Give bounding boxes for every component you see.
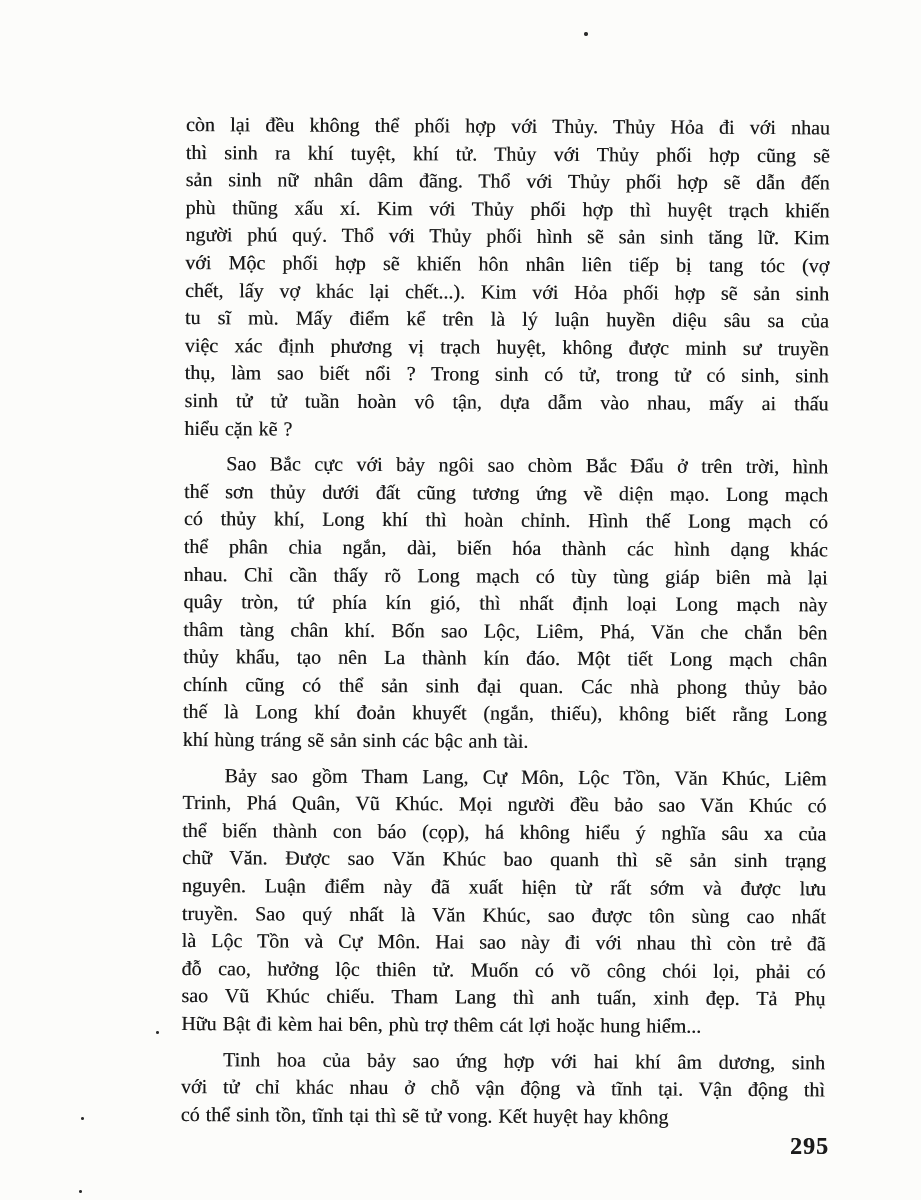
text-line: thâm tàng chân khí. Bốn sao Lộc, Liêm, Phá, Văn che chắn bên (183, 618, 828, 645)
text-line: có thể sinh tồn, tĩnh tại thì sẽ tử vong. Kết huyệt hay không (180, 1103, 669, 1129)
text-line: tu sĩ mù. Mấy điểm kể trên là lý luận huyền diệu sâu sa của (184, 307, 829, 333)
text-line: nguyên. Luận điểm này đã xuất hiện từ rất sớm và được lưu (181, 875, 826, 901)
text-line: là Lộc Tồn và Cự Môn. Hai sao này đi với nhau thì còn trẻ đã (181, 930, 826, 956)
text-line: phù thũng xấu xí. Kim với Thủy phối hợp thì huyệt trạch khiến (185, 196, 830, 223)
text-line: thể phân chia ngắn, dài, biến hóa thành các hình dạng khác (183, 535, 828, 562)
ink-speck (79, 1190, 82, 1193)
text-line: với Mộc phối hợp sẽ khiến hôn nhân liên tiếp bị tang tóc (vợ (185, 251, 830, 278)
text-line: thế sơn thủy dưới đất cũng tương ứng về diện mạo. Long mạch (183, 480, 829, 507)
text-line: chết, lấy vợ khác lại chết...). Kim với Hỏa phối hợp sẽ sản sinh (185, 279, 830, 305)
text-line: khí hùng tráng sẽ sản sinh các bậc anh tài. (182, 729, 529, 753)
text-line: với tử chỉ khác nhau ở chỗ vận động và tĩnh tại. Vận động thì (180, 1076, 825, 1102)
text-line: việc xác định phương vị trạch huyệt, không được minh sư truyền (184, 334, 829, 361)
page-number: 295 (790, 1134, 829, 1160)
text-line: Sao Bắc cực với bảy ngôi sao chòm Bắc Đẩu ở trên trời, hình (226, 453, 829, 479)
text-line: thụ, làm sao biết nổi ? Trong sinh có tử, trong tử có sinh, sinh (184, 362, 829, 388)
text-line: quây tròn, tứ phía kín gió, thì nhất định loại Long mạch này (183, 591, 828, 617)
text-line: đỗ cao, hưởng lộc thiên tử. Muốn có võ công chói lọi, phải có (181, 957, 826, 984)
ink-speck (584, 32, 588, 36)
paragraph (184, 112, 830, 446)
paragraph (181, 763, 826, 1042)
text-line: có thủy khí, Long khí thì hoàn chỉnh. Hình thế Long mạch có (183, 508, 828, 534)
text-line: người phú quý. Thổ với Thủy phối hình sẽ sản sinh tăng lữ. Kim (185, 224, 830, 250)
text-line: thủy khẩu, tạo nên La thành kín đáo. Một tiết Long mạch chân (183, 646, 828, 672)
paragraph (181, 1047, 825, 1133)
text-line: thì sinh ra khí tuyệt, khí tử. Thủy với Thủy phối hợp cũng sẽ (185, 141, 830, 167)
text-line: Tinh hoa của bảy sao ứng hợp với hai khí âm dương, sinh (222, 1048, 826, 1074)
text-line: chính cũng có thể sản sinh đại quan. Các nhà phong thủy bảo (182, 673, 828, 700)
text-line: sao Vũ Khúc chiếu. Tham Lang thì anh tuấn, xinh đẹp. Tả Phụ (181, 985, 826, 1011)
text-line: còn lại đều không thể phối hợp với Thủy. Thủy Hỏa đi với nhau (185, 113, 830, 140)
ink-speck (81, 1117, 84, 1120)
paragraph (183, 451, 829, 758)
text-line: thể biến thành con báo (cọp), há không hiểu ý nghĩa sâu xa của (182, 819, 827, 846)
text-line: nhau. Chỉ cần thấy rõ Long mạch có tùy tùng giáp biên mà lại (183, 563, 828, 589)
text-line: Hữu Bật đi kèm hai bên, phù trợ thêm cát lợi hoặc hung hiểm... (181, 1012, 702, 1038)
ink-speck (156, 1031, 159, 1034)
text-line: Trinh, Phá Quân, Vũ Khúc. Mọi người đều bảo sao Văn Khúc có (182, 792, 827, 818)
text-column (181, 112, 830, 1141)
text-line: Bảy sao gồm Tham Lang, Cự Môn, Lộc Tồn, Văn Khúc, Liêm (224, 764, 827, 791)
text-line: thế là Long khí đoản khuyết (ngắn, thiếu), không biết rằng Long (182, 701, 827, 727)
text-line: chữ Văn. Được sao Văn Khúc bao quanh thì sẽ sản sinh trạng (182, 847, 827, 873)
text-line: truyền. Sao quý nhất là Văn Khúc, sao được tôn sùng cao nhất (181, 902, 826, 928)
text-line: hiểu cặn kẽ ? (184, 417, 293, 441)
text-line: sinh tử tử tuần hoàn vô tận, dựa dẫm vào nhau, mấy ai thấu (184, 389, 829, 416)
text-line: sản sinh nữ nhân dâm đãng. Thổ với Thủy phối hợp sẽ dẫn đến (185, 169, 830, 195)
